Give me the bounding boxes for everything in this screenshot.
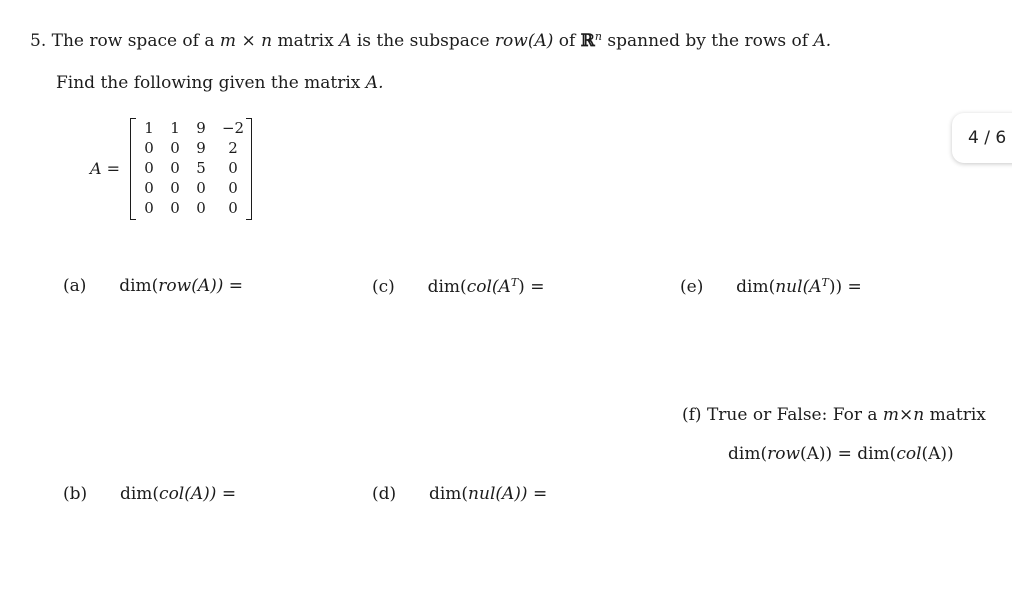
problem-statement: 5. The row space of a m × n matrix A is the subspace row(A) of ℝ$^n$ spanned by the rows of A.	[30, 30, 832, 51]
matrix-cell: 9	[196, 119, 206, 137]
matrix-cell: 1	[144, 119, 154, 137]
matrix-cell: 2	[228, 139, 238, 157]
matrix-cell: 1	[170, 119, 180, 137]
part-label: (c)	[372, 277, 395, 297]
matrix-cell: 9	[196, 139, 206, 157]
matrix-cell: 0	[196, 199, 206, 217]
matrix-cell: 0	[228, 199, 238, 217]
part-c: (c) $dim(col(A^T)$ =	[372, 276, 545, 297]
part-label: (b)	[63, 484, 88, 504]
matrix-cell: 0	[144, 199, 154, 217]
matrix-cell: 0	[170, 159, 180, 177]
matrix-cell: 5	[196, 159, 206, 177]
matrix-cell: 0	[144, 179, 154, 197]
part-b: (b) dim(col(A)) =	[63, 484, 237, 504]
page-indicator: 4 / 6	[952, 113, 1012, 163]
matrix-cell: 0	[170, 199, 180, 217]
problem-number: 5.	[30, 31, 47, 51]
part-f: (f) True or False: For a m×n matrix	[682, 405, 986, 425]
matrix-cell: 0	[228, 179, 238, 197]
matrix-cell: 0	[170, 179, 180, 197]
part-e: (e) $dim(nul(A^T))$ =	[680, 276, 862, 297]
matrix-cell: 0	[144, 159, 154, 177]
matrix-cell: −2	[221, 119, 245, 137]
part-a: (a) dim(row(A)) =	[63, 276, 244, 296]
matrix-cell: 0	[196, 179, 206, 197]
matrix-label: A =	[90, 159, 121, 178]
part-f-equation: dim(row(A)) = dim(col(A))	[728, 444, 954, 464]
part-label: (a)	[63, 276, 87, 296]
matrix-cell: 0	[170, 139, 180, 157]
matrix-cell: 0	[144, 139, 154, 157]
part-d: (d) dim(nul(A)) =	[372, 484, 548, 504]
part-label: (f)	[682, 405, 702, 425]
part-label: (e)	[680, 277, 704, 297]
instruction-text: Find the following given the matrix A.	[56, 73, 384, 93]
matrix-a	[130, 116, 252, 222]
matrix-cell: 0	[228, 159, 238, 177]
part-label: (d)	[372, 484, 397, 504]
